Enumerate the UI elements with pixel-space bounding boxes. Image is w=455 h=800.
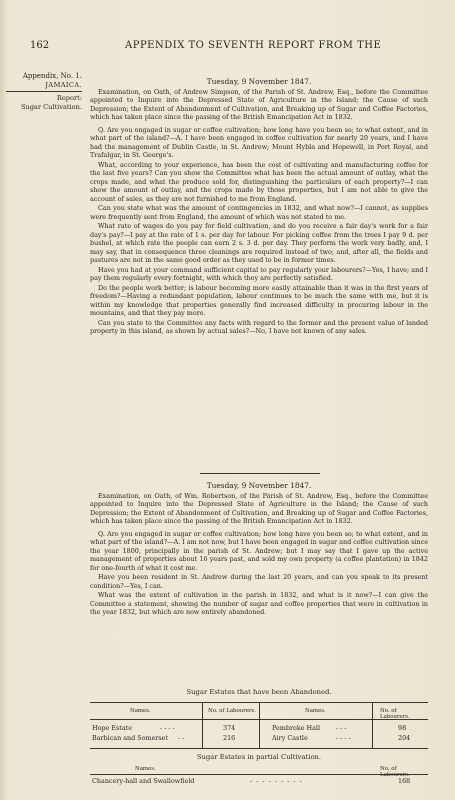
table-abandoned — [90, 702, 428, 749]
table-rule — [372, 703, 373, 748]
table-title-abandoned: Sugar Estates that have been Abandoned. — [186, 688, 332, 696]
page-number: 162 — [30, 40, 50, 51]
paragraph: What rate of wages do you pay for field cultivation, and do you receive a fair day's work for a fair day's pay?—I pay at the rate of 1 s. per day for labour. For picking coffee from the trees I pay 9 d. per bushel, at which rate the people can earn 2 s. 3 d. per day. They perform the work very badly, and, I may say, that in consequence three cleanings are required instead of two; and, after all, the fields and pastures are not in the same good order as they used to be in former times. — [90, 222, 428, 264]
paragraph: Can you state to the Committee any facts with regard to the former and the present value of landed property in this island, as shown by actual sales?—No, I have not known of any sales. — [90, 318, 428, 335]
running-head: APPENDIX TO SEVENTH REPORT FROM THE — [125, 40, 382, 51]
header-names: Names. — [305, 708, 326, 714]
estate-name: Hope Estate — [92, 724, 132, 732]
paragraph: Have you had at your command sufficient capital to pay regularly your labourers?—Yes, I have; and I pay them regularly every fortnight, with which they are perfectly satisfied. — [90, 265, 428, 282]
labourer-count: 374 — [223, 724, 236, 732]
page-header — [30, 40, 435, 54]
header-names: Names. — [130, 708, 151, 714]
paragraph: Do the people work better; is labour becoming more easily attainable than it was in the first years of freedom?—Having a redundant population, labour continues to be much the same with me, but it is within my knowledge that properties generally find increased difficulty in procuring labour in the mountains, and that they pay more. — [90, 283, 428, 317]
leader-dashes: - - - - — [160, 724, 175, 732]
margin-report-topic: Sugar Cultivation. — [20, 103, 82, 111]
labourer-count: 204 — [398, 734, 411, 742]
labourer-count: 98 — [398, 724, 407, 732]
header-names: Names. — [135, 766, 156, 772]
estate-name: Pembroke Hall — [272, 724, 321, 732]
examination-heading: Examination, on Oath, of Andrew Simpson, of the Parish of St. Andrew, Esq., before the Committee appointed to Inquire into the Depressed State of Agriculture in the Island; the Cause of such Depression; the Extent of Abandonment of Cultivation, and Breaking up of Sugar and Coffee Factories, which has taken place since the passing of the British Emancipation Act in 1832. — [90, 87, 428, 121]
header-labourers: No. of Labourers. — [380, 766, 410, 778]
estate-name: Barbican and Somerset — [92, 734, 169, 742]
paragraph: What was the extent of cultivation in the parish in 1832, and what is it now?—I can give the Committee a statement, showing the number of sugar and coffee properties that were in cultivation in the year 1832, but which are now entirely abandoned. — [90, 591, 428, 616]
table-rule — [202, 703, 203, 748]
paragraph: Can you state what was the amount of contingencies in 1832, and what now?—I cannot, as supplies were frequently sent from England, the amount of which was not stated to me. — [90, 204, 428, 221]
section-date: Tuesday, 9 November 1847. — [206, 77, 312, 86]
section-divider — [200, 473, 320, 474]
table-title-partial: Sugar Estates in partial Cultivation. — [196, 753, 322, 761]
margin-note — [6, 72, 82, 112]
labourer-count: 168 — [398, 777, 411, 785]
leader-dashes: - - - — [336, 724, 347, 732]
section-date: Tuesday, 9 November 1847. — [206, 481, 312, 490]
header-labourers: No. of Labourers. — [380, 708, 410, 720]
section-robertson — [90, 482, 428, 618]
margin-report-label: Report: — [56, 94, 82, 102]
leader-dashes: - - — [178, 734, 185, 742]
estate-name: Airy Castle — [272, 734, 308, 742]
leader-dashes: - - - - - - - - - — [250, 777, 303, 785]
table-header — [90, 764, 428, 778]
paragraph: Have you been resident in St. Andrew during the last 20 years, and can you speak to its present condition?—Yes, I can. — [90, 573, 428, 590]
leader-dashes: - - - - — [336, 734, 351, 742]
table-rule — [259, 703, 260, 748]
margin-appendix: Appendix, No. 1. — [22, 72, 82, 80]
estate-name: Chancery-hall and Swallowfield — [92, 777, 195, 785]
paragraph: Q. Are you engaged in sugar or coffee cultivation; how long have you been so; to what extent, and in what part of the island?—A. I am not now, but I have been engaged in sugar and coffee cultivation since the year 1800, principally in the parish of St. Andrew; but I may say that I gave up the active management of properties about 16 years past, and sold my own property (a coffee plantation) in 1842 for one-fourth of what it cost me. — [90, 529, 428, 572]
section-simpson — [90, 78, 428, 337]
examination-heading: Examination, on Oath, of Wm. Robertson, of the Parish of St. Andrew, Esq., before the Committee appointed to Inquire into the Depressed State of Agriculture in the Island; the Cause of such Depression; the Extent of Abandonment of Cultivation, and Breaking up of Sugar and Coffee Factories, which has taken place since the passing of the British Emancipation Act in 1832. — [90, 491, 428, 525]
header-labourers: No. of Labourers. — [208, 708, 257, 714]
margin-place: JAMAICA. — [6, 81, 82, 92]
paragraph: Q. Are you engaged in sugar or coffee cultivation; how long have you been so; to what extent, and in what part of the island?—A. I have been engaged in coffee cultivation for nearly 20 years, and I have had the management of Dublin Castle, in St. Andrew; Mount Hybla and Hopewell, in Port Royal, and Trafalgar, in St. George's. — [90, 125, 428, 159]
labourer-count: 216 — [223, 734, 236, 742]
paragraph: What, according to your experience, has been the cost of cultivating and manufacturing coffee for the last five years? Can you show the Committee what has been the actual amount of outlay, what the crops made, and what the produce sold for, distinguishing the particulars of each property?—I can show the amount of outlay, and the crops made by those properties, but I am not able to give the account of sales, as they are not furnished to me from England. — [90, 160, 428, 203]
